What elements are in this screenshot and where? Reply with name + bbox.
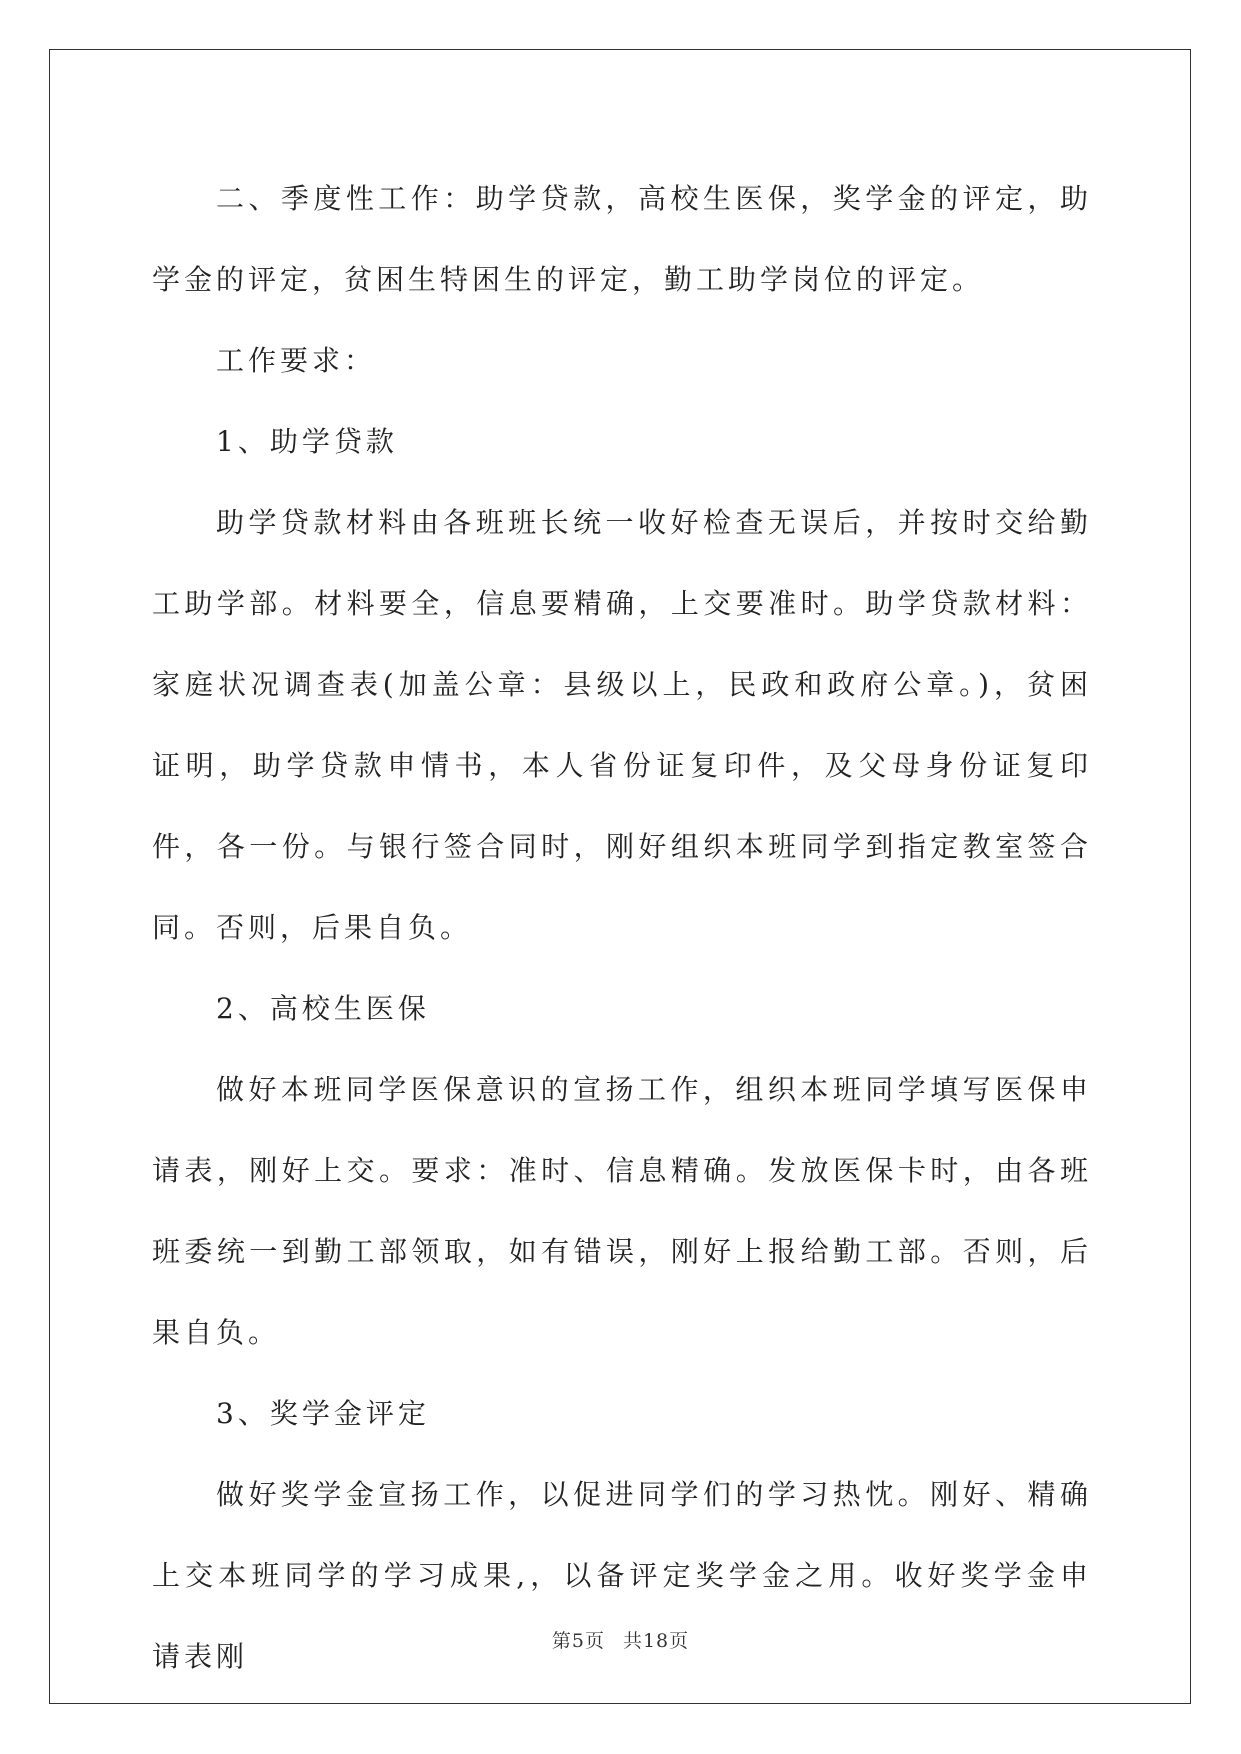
document-body bbox=[152, 158, 1092, 1697]
paragraph-scholarship: 做好奖学金宣扬工作，以促进同学们的学习热忱。刚好、精确上交本班同学的学习成果,，以备评定奖学金之用。收好奖学金申请表刚 bbox=[152, 1478, 1092, 1673]
heading-medical-insurance: 2、高校生医保 bbox=[216, 992, 430, 1025]
page-footer bbox=[0, 1626, 1241, 1653]
page-total: 共18页 bbox=[622, 1630, 690, 1652]
heading-scholarship: 3、奖学金评定 bbox=[216, 1397, 430, 1430]
paragraph-seasonal-work: 二、季度性工作：助学贷款，高校生医保，奖学金的评定，助学金的评定，贫困生特困生的评定，勤工助学岗位的评定。 bbox=[152, 182, 1092, 296]
page-number: 第5页 bbox=[551, 1630, 605, 1652]
heading-student-loan: 1、助学贷款 bbox=[216, 425, 398, 458]
paragraph-student-loan: 助学贷款材料由各班班长统一收好检查无误后，并按时交给勤工助学部。材料要全，信息要精确，上交要准时。助学贷款材料：家庭状况调查表(加盖公章：县级以上，民政和政府公章。)，贫困证明，助学贷款申情书，本人省份证复印件，及父母身份证复印件，各一份。与银行签合同时，刚好组织本班同学到指定教室签合同。否则，后果自负。 bbox=[152, 506, 1092, 944]
paragraph-medical-insurance: 做好本班同学医保意识的宣扬工作，组织本班同学填写医保申请表，刚好上交。要求：准时、信息精确。发放医保卡时，由各班班委统一到勤工部领取，如有错误，刚好上报给勤工部。否则，后果自负。 bbox=[152, 1073, 1092, 1349]
paragraph-work-requirements: 工作要求： bbox=[216, 344, 377, 377]
